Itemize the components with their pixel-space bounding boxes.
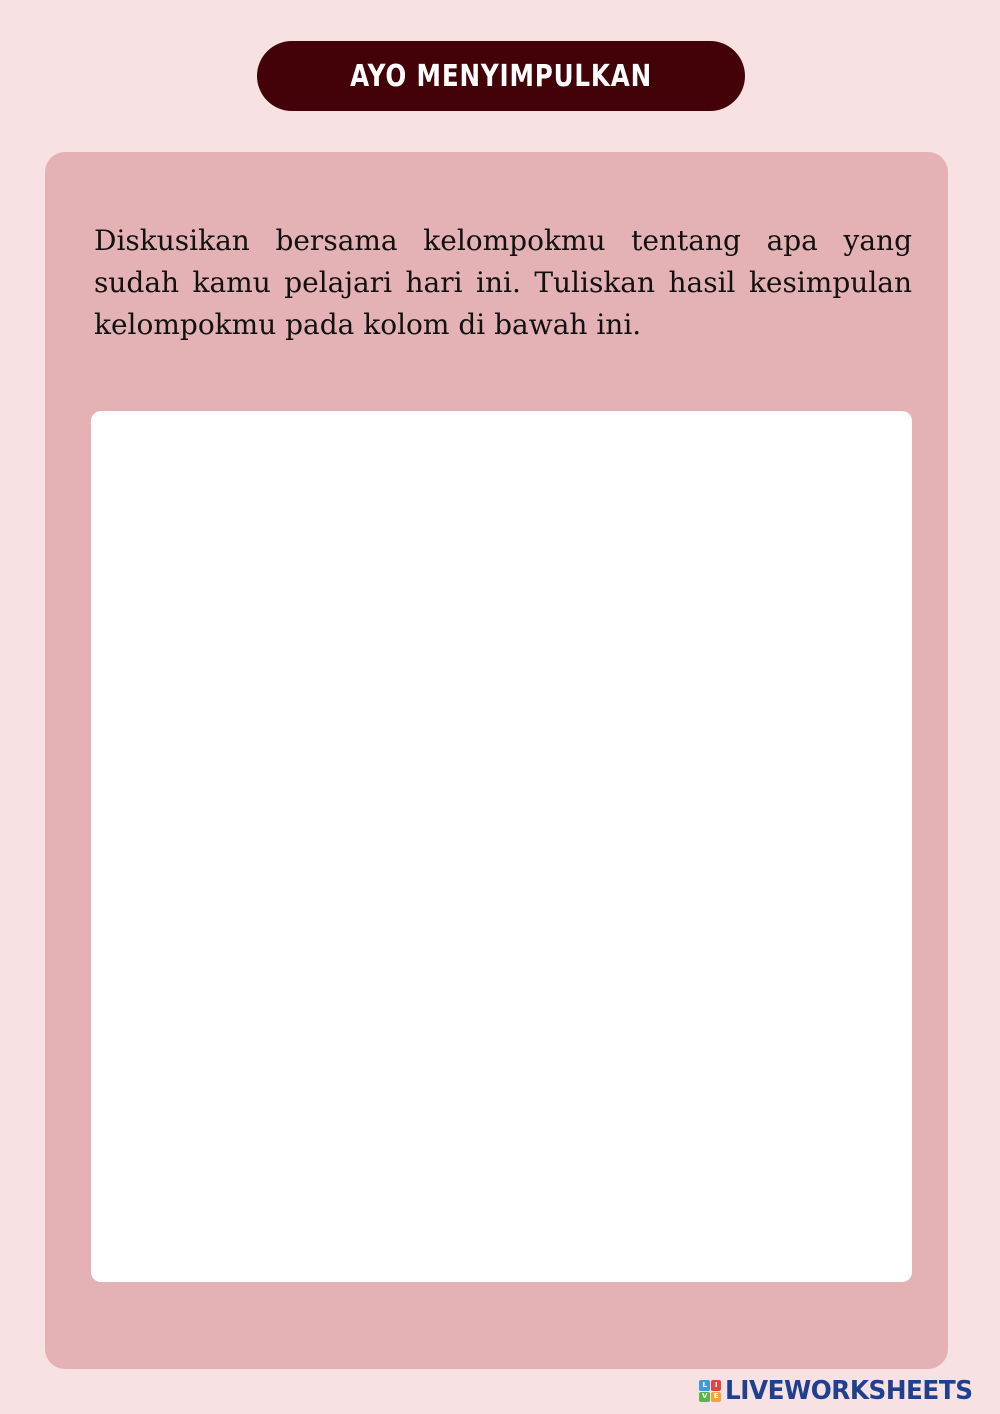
logo-cell-l: L xyxy=(699,1380,710,1391)
logo-cell-i: I xyxy=(711,1380,722,1391)
page-title: AYO MENYIMPULKAN xyxy=(350,58,652,94)
liveworksheets-logo-text: LIVEWORKSHEETS xyxy=(725,1376,973,1406)
conclusion-answer-input[interactable] xyxy=(91,411,912,1282)
logo-cell-e: E xyxy=(711,1392,722,1403)
logo-cell-v: V xyxy=(699,1392,710,1403)
content-panel xyxy=(45,152,948,1369)
liveworksheets-logo-icon xyxy=(699,1380,721,1402)
title-banner xyxy=(257,41,745,111)
liveworksheets-brand xyxy=(699,1376,986,1406)
instructions-text: Diskusikan bersama kelompokmu tentang apa yang sudah kamu pelajari hari ini. Tuliskan hasil kesimpulan kelompokmu pada kolom di bawah ini. xyxy=(94,224,912,341)
